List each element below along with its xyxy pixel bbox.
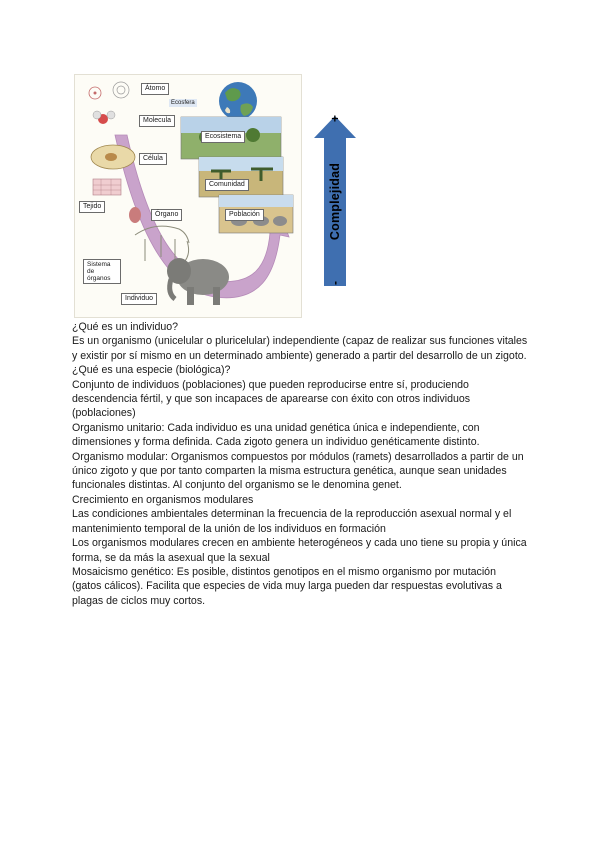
earth-globe-icon	[219, 82, 257, 120]
organismos-modulares-ambiente: Los organismos modulares crecen en ambiente heterogéneos y cada uno tiene su propia y única forma, se da más la asexual que la sexual	[72, 537, 527, 564]
label-sistema-de-organos: Sistema de órganos	[83, 259, 121, 284]
label-tejido: Tejido	[79, 201, 105, 213]
label-celula: Célula	[139, 153, 167, 165]
definition-individuo: Es un organismo (unicelular o pluricelular) independiente (capaz de realizar sus funciones vitales y existir por sí mismo en un determinado ambiente) generado a partir del desarrollo de un zigoto.	[72, 335, 528, 362]
complexity-minus: -	[328, 281, 342, 285]
organismo-unitario: Organismo unitario: Cada individuo es una unidad genética única e independiente, con dimensiones y forma definida. Cada zigoto genera un individuo genéticamente distinto.	[72, 421, 480, 449]
label-poblacion: Población	[225, 209, 264, 221]
complexity-arrow	[314, 116, 356, 286]
condiciones-ambientales: Las condiciones ambientales determinan la frecuencia de la reproducción asexual normal y el mantenimiento temporal de la unión de los individuos en formación	[72, 508, 512, 535]
heading-crecimiento: Crecimiento en organismos modulares	[72, 493, 254, 506]
label-atomo: Átomo	[141, 83, 169, 95]
biological-organization-figure	[74, 74, 302, 318]
label-comunidad: Comunidad	[205, 179, 249, 191]
document-body	[72, 320, 528, 608]
tissue-icon	[93, 179, 121, 195]
complexity-label-group	[322, 115, 348, 285]
definition-especie: Conjunto de individuos (poblaciones) que pueden reproducirse entre sí, produciendo descendencia fértil, y que son incapaces de aparearse con éxito con otros individuos (poblaciones)	[72, 378, 471, 420]
organ-icon	[129, 207, 141, 223]
label-ecosfera: Ecosfera	[171, 100, 195, 106]
label-individuo: Individuo	[121, 293, 157, 305]
label-organo: Órgano	[151, 209, 182, 221]
elephant-icon	[167, 258, 229, 305]
organismo-modular: Organismo modular: Organismos compuestos por módulos (ramets) desarrollados a partir de un único zigoto y que por tanto comparten la misma estructura genética, aunque sean unidades funcionales distintas. Al conjunto del organismo se le denomina genet.	[72, 450, 524, 492]
question-individuo: ¿Qué es un individuo?	[72, 321, 179, 333]
question-especie: ¿Qué es una especie (biológica)?	[72, 364, 231, 377]
mosaicismo-genetico: Mosaicismo genético: Es posible, distintos genotipos en el mismo organismo por mutación (gatos cálicos). Facilita que especies de vida muy larga pueden dar respuestas evolutivas a plagas de ciclos muy cortos.	[72, 565, 502, 607]
complexity-plus: +	[328, 115, 342, 123]
atom-icon	[89, 82, 129, 99]
label-molecula: Molecula	[139, 115, 175, 127]
label-ecosistema: Ecosistema	[201, 131, 245, 143]
molecule-icon	[93, 111, 115, 124]
complexity-label: Complejidad	[328, 162, 342, 241]
